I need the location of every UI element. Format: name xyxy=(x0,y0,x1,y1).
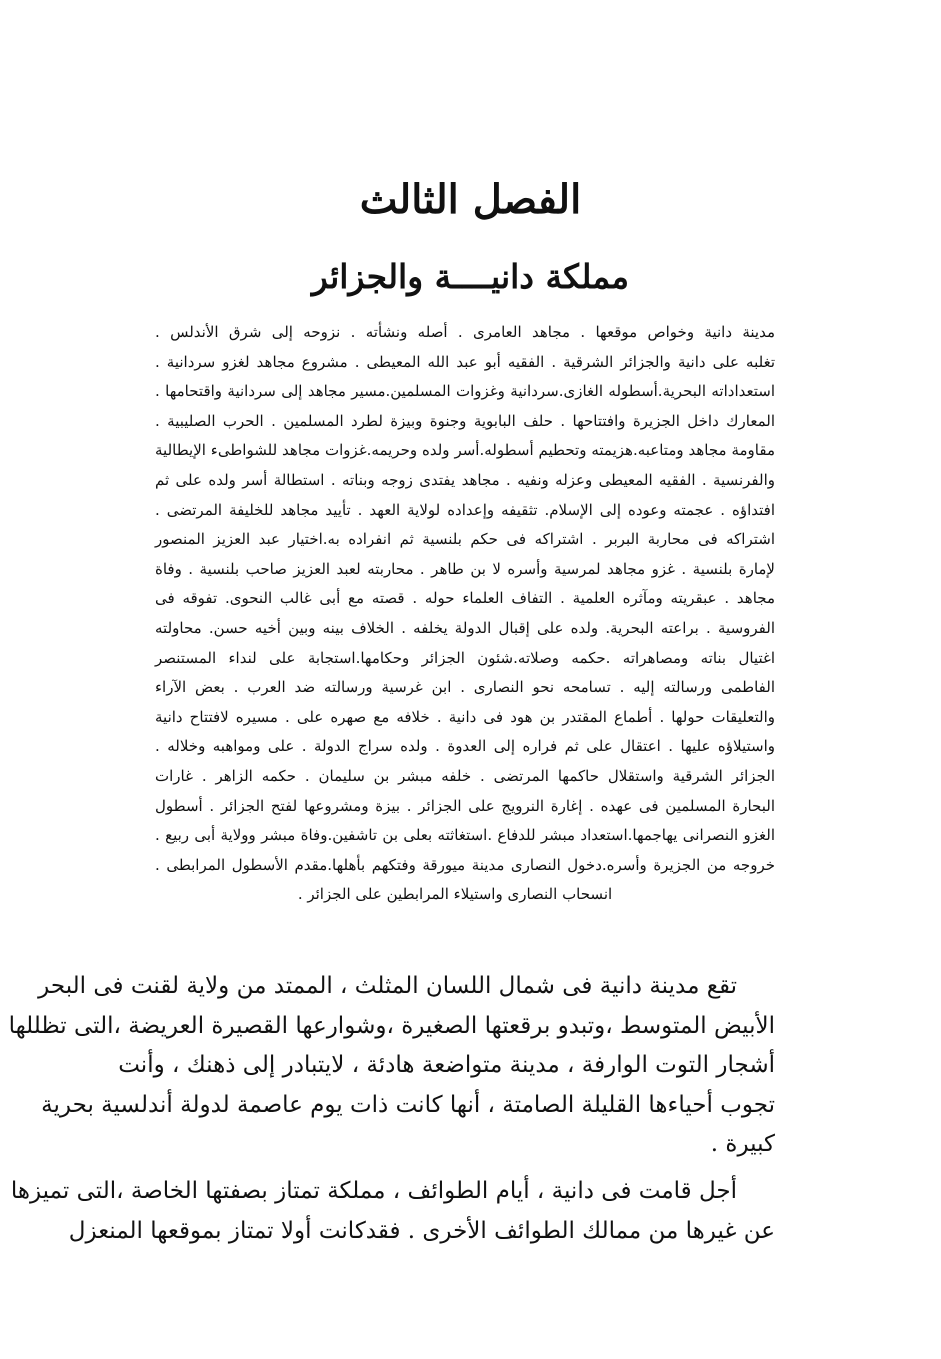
summary-line: اشتراكه فى محاربة البربر . اشتراكه فى حكم بلنسية ثم انفراده به.اختيار عبد العزيز المنصور xyxy=(155,530,776,549)
summary-line: انسحاب النصارى واستيلاء المرابطين على الجزائر . xyxy=(297,885,613,904)
summary-line: مجاهد . عبقريته ومآثره العلمية . التفاف العلماء حوله . قصته مع أبى غالب النحوى. تفوقه فى xyxy=(155,589,775,608)
summary-line: افتداؤه . عجمته وعوده إلى الإسلام. تثقيفه وإعداده لولاية العهد . تأييد مجاهد للخليفة المرتضى . xyxy=(155,500,775,519)
body-line: أشجار التوت الوارفة ، مدينة متواضعة هادئة ، لايتبادر إلى ذهنك ، وأنت xyxy=(118,1052,775,1078)
summary-line: الغزو النصرانى يهاجمها.استعداد مبشر للدفاع .استغاثته بعلى بن تاشفين.وفاة مبشر وولاية أبى ربيع . xyxy=(155,826,775,845)
body-line: كبيرة . xyxy=(710,1131,775,1157)
summary-line: تغلبه على دانية والجزائر الشرقية . الفقيه أبو عبد الله المعيطى . مشروع مجاهد لغزو سردانية . xyxy=(155,352,775,371)
summary-line: لإمارة بلنسية . غزو مجاهد لمرسية وأسره لا بن طاهر . محاربته لعبد العزيز صاحب بلنسية . وفاة xyxy=(155,559,775,578)
body-line: الأبيض المتوسط ،وتبدو برقعتها الصغيرة ،وشوارعها القصيرة العريضة ،التى تظللها xyxy=(8,1012,775,1039)
chapter-summary xyxy=(155,318,775,910)
summary-line: مقاومة مجاهد ومتاعبه.هزيمته وتحطيم أسطوله.أسر ولده وحريمه.غزوات مجاهد للشواطىء الإيطالية xyxy=(155,441,775,460)
summary-line: والفرنسية . الفقيه المعيطى وعزله ونفيه . مجاهد يفتدى زوجه وبناته . استطالة أسر ولده على ثم xyxy=(155,470,775,489)
summary-line: اغتيال بناته ومصاهراته .حكمه وصلاته.شئون الجزائر وحكامها.استجابة على لنداء المستنصر xyxy=(155,648,775,667)
body-line: أجل قامت فى دانية ، أيام الطوائف ، مملكة تمتاز بصفتها الخاصة ،التى تميزها xyxy=(10,1178,737,1204)
chapter-title: الفصل الثالث xyxy=(359,176,582,223)
summary-line: الجزائر الشرقية واستقلال حاكمها المرتضى . خلفه مبشر بن سليمان . حكمه الزاهر . غارات xyxy=(155,766,775,785)
body-line: تجوب أحياءها القليلة الصامتة ، أنها كانت ذات يوم عاصمة لدولة أندلسية بحرية xyxy=(41,1091,775,1118)
summary-line: استعداداته البحرية.أسطوله الغازى.سردانية وغزوات المسلمين.مسير مجاهد إلى سردانية واقتحامها . xyxy=(155,382,775,401)
summary-line: خروجه من الجزيرة وأسره.دخول النصارى مدينة ميورقة وفتكهم بأهلها.مقدم الأسطول المرابطى . xyxy=(155,855,775,874)
summary-line: الفاطمى ورسالته إليه . تسامحه نحو النصارى . ابن غرسية ورسالته ضد العرب . بعض الآراء xyxy=(155,678,775,697)
summary-line: المعارك داخل الجزيرة وافتتاحها . حلف البابوية وجنوة وبيزة لطرد المسلمين . الحرب الصليبية . xyxy=(155,411,775,430)
summary-line: والتعليقات حولها . أطماع المقتدر بن هود فى دانية . خلافه مع صهره على . مسيره لافتتاح دانية xyxy=(155,707,775,726)
body-line: تقع مدينة دانية فى شمال اللسان المثلث ، الممتد من ولاية لقنت فى البحر xyxy=(38,973,737,999)
summary-line: واستيلاؤه عليها . اعتقال على ثم فراره إلى العدوة . ولده سراج الدولة . على ومواهبه وخلاله . xyxy=(155,737,775,756)
body-paragraph-1 xyxy=(8,967,775,1165)
summary-line: الفروسية . براعته البحرية. ولده على إقبال الدولة يخلفه . الخلاف بينه وبين أخيه حسن. محاولته xyxy=(155,618,775,637)
summary-line: البحارة المسلمين فى عهده . إغارة النرويج على الجزائر . بيزة ومشروعها لفتح الجزائر . أسطول xyxy=(155,796,775,815)
body-line: عن غيرها من ممالك الطوائف الأخرى . فقدكانت أولا تمتاز بموقعها المنعزل xyxy=(68,1217,775,1244)
chapter-subtitle: مملكة دانيــــة والجزائر xyxy=(311,257,630,296)
body-paragraph-2 xyxy=(10,1172,775,1251)
summary-line: مدينة دانية وخواص موقعها . مجاهد العامرى . أصله ونشأته . نزوحه إلى شرق الأندلس . xyxy=(155,323,775,341)
